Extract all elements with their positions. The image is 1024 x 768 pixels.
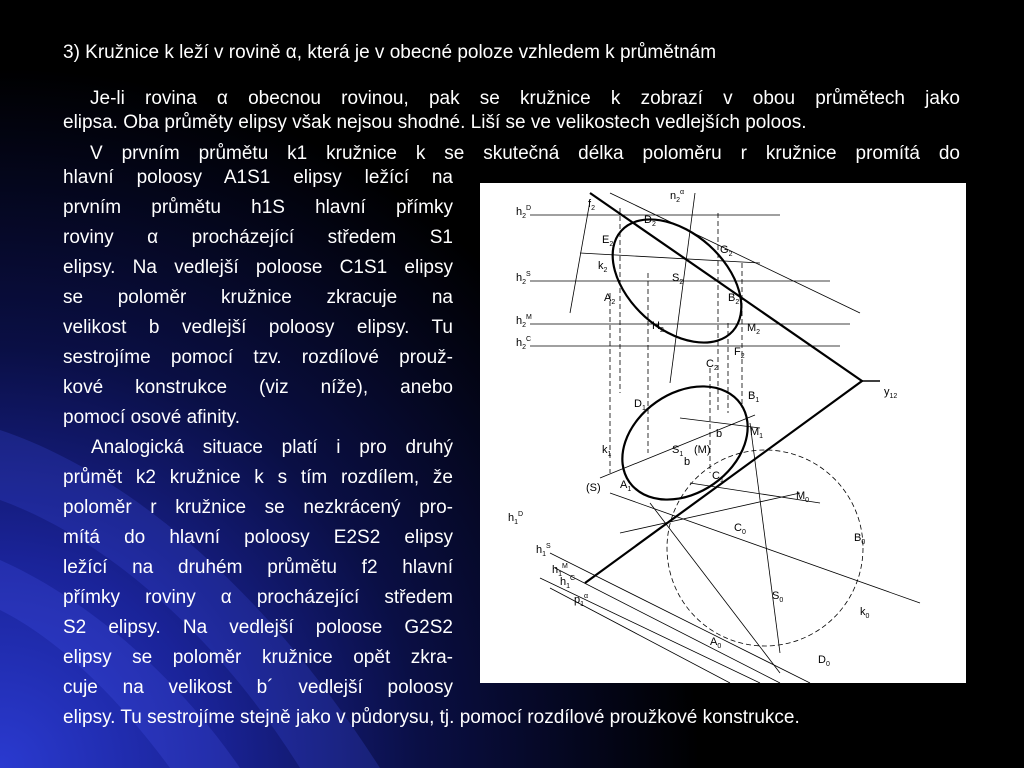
label-C2: $C_2$	[706, 358, 718, 372]
label-B1: $B_1$	[748, 390, 760, 404]
label-Sp: (S)	[586, 482, 601, 494]
line-h1S	[550, 553, 810, 683]
label-S2: $S_2$	[672, 272, 684, 286]
column-line: elipsy se poloměr kružnice opět zkra-	[63, 647, 453, 668]
last-line: elipsy. Tu sestrojíme stejně jako v půdorysu, tj. pomocí rozdílové proužkové konstrukce.	[63, 707, 800, 728]
column-line: průmět k2 kružnice k s tím rozdílem, že	[63, 467, 453, 488]
label-k0: $k_0$	[860, 606, 870, 620]
label-C0: $C_0$	[734, 522, 746, 536]
label-M0: $M_0$	[796, 490, 810, 504]
column-line: se poloměr kružnice zkracuje na	[63, 287, 453, 308]
column-line: přímky roviny α procházející středem	[63, 587, 453, 608]
column-line: Analogická situace platí i pro druhý	[91, 437, 453, 458]
label-C1: $C_1$	[712, 470, 724, 484]
label-h2C: $h_2^C$	[516, 336, 532, 351]
label-B0: $B_0$	[854, 532, 866, 546]
axis-e2	[580, 253, 760, 263]
paragraph-2-line-1: V prvním průmětu k1 kružnice k se skutečná délka poloměru r kružnice promítá do	[90, 143, 960, 164]
label-f2: $f_2$	[588, 198, 595, 212]
slide-heading: 3) Kružnice k leží v rovině α, která je v obecné poloze vzhledem k průmětnám	[63, 42, 717, 63]
column-line: kové konstrukce (viz níže), anebo	[63, 377, 453, 398]
geometry-drawing	[480, 183, 966, 683]
column-line: ležící na druhém průmětu f2 hlavní	[63, 557, 453, 578]
label-Mp: (M)	[694, 444, 711, 456]
line-s2-vertical	[670, 193, 695, 383]
label-y12: $y_{12}$	[884, 386, 898, 400]
label-h1C: $h_1^C$	[560, 575, 576, 590]
column-line: cuje na velikost b´ vedlejší poloosy	[63, 677, 453, 698]
line-a1-b0	[610, 493, 920, 603]
label-A2: $A_2$	[604, 292, 616, 306]
label-k1: $k_1$	[602, 444, 612, 458]
label-p1a: $p_1^\alpha$	[574, 593, 589, 608]
label-B2: $B_2$	[728, 292, 740, 306]
column-line: roviny α procházející středem S1	[63, 227, 453, 248]
column-line: poloměr r kružnice se nezkrácený pro-	[63, 497, 453, 518]
label-G2: $G_2$	[720, 244, 733, 258]
column-line: prvním průmětu h1S hlavní přímky	[63, 197, 453, 218]
label-D0: $D_0$	[818, 654, 830, 668]
label-h2M: $h_2^M$	[516, 314, 532, 329]
column-line: velikost b vedlejší poloosy elipsy. Tu	[63, 317, 453, 338]
label-M1: $M_1$	[750, 426, 764, 440]
column-line: sestrojíme pomocí tzv. rozdílové prouž-	[63, 347, 453, 368]
label-M2: $M_2$	[747, 322, 761, 336]
line-c0	[620, 493, 800, 533]
column-line: S2 elipsy. Na vedlejší poloose G2S2	[63, 617, 453, 638]
label-b1: b	[716, 428, 723, 440]
line-h1M	[555, 568, 780, 683]
column-line: hlavní poloosy A1S1 elipsy ležící na	[63, 167, 453, 188]
column-line: elipsy. Na vedlejší poloose C1S1 elipsy	[63, 257, 453, 278]
line-h1C	[540, 578, 760, 683]
label-h1D: $h_1^D$	[508, 511, 524, 526]
label-A0: $A_0$	[710, 636, 722, 650]
label-k2: $k_2$	[598, 260, 608, 274]
label-S1: $S_1$	[672, 444, 684, 458]
label-h1M: $h_1^M$	[552, 563, 568, 578]
label-h1S: $h_1^S$	[536, 543, 551, 558]
label-E2: $E_2$	[602, 234, 614, 248]
paragraph-1-line-2: elipsa. Oba průměty elipsy však nejsou shodné. Liší se ve velikostech vedlejších poloos.	[63, 112, 807, 133]
label-A1: $A_1$	[620, 479, 632, 493]
label-D1: $D_1$	[634, 398, 646, 412]
line-s0	[750, 423, 780, 653]
paragraph-1-line-1: Je-li rovina α obecnou rovinou, pak se kružnice k zobrazí v obou průmětech jako	[90, 88, 960, 109]
column-line: pomocí osové afinity.	[63, 407, 241, 428]
label-h2D: $h_2^D$	[516, 205, 532, 220]
label-H2: $H_2$	[652, 320, 664, 334]
label-n2a: $n_2^\alpha$	[670, 189, 685, 204]
construction-figure	[480, 183, 966, 683]
label-S0: $S_0$	[772, 590, 784, 604]
label-h2S: $h_2^S$	[516, 271, 531, 286]
line-f2	[570, 201, 590, 313]
column-line: mítá do hlavní poloosy E2S2 elipsy	[63, 527, 453, 548]
label-b2: b	[684, 456, 691, 468]
label-D2: $D_2$	[644, 214, 656, 228]
label-F2: $F_2$	[734, 346, 745, 360]
